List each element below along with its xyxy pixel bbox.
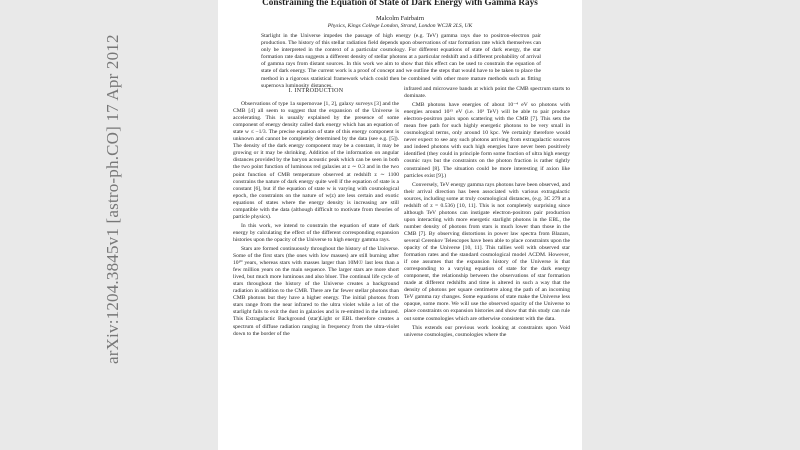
- paragraph: CMB photons have energies of about 10⁻⁴ eV so photons with energies around 10¹⁵ eV (i.e. 10³ TeV) will be able to pair produce electron-positron pairs upon scattering with the CMB [7]. This sets the mean free path for such highly energetic photons to be very small in cosmological terms, only around 10 kpc. We certainly therefore would never expect to see any such photons arriving from extragalactic sources and indeed photons with such high energies have never been positively identified (they could in principle form some fraction of ultra high energy cosmic rays but the constraints on the photon fraction is rather tightly constrained [8]. The situation could be more interesting if axion like particles exist [9].): [404, 102, 570, 179]
- paper-affiliation: Physics, Kings College London, Strand, London WC2R 2LS, UK: [327, 23, 473, 29]
- abstract: [261, 33, 541, 90]
- paragraph: infrared and microwave bands at which point the CMB spectrum starts to dominate.: [404, 86, 570, 100]
- paragraph: Conversely, TeV energy gamma rays photons have been observed, and their arrival direction has been associated with various extragalactic sources, including some at truly cosmological distances, (e.g. 3C 279 at a redshift of z = 0.536) [10, 11]. This is not completely surprising since although TeV photons can instigate electron-positron pair production upon interacting with more energetic starlight photons in the EBL, the number density of photons from stars is much lower than those in the CMB [7]. By observing distortions in power law spectra from Blazars, several Cerenkov Telescopes have been able to place constraints upon the opacity of the Universe [10, 11]. This tallies well with observed star formation rates and the standard cosmological model ΛCDM. However, if one assumes that the expansion history of the Universe is that corresponding to a varying equation of state for the dark energy component, the relationship between the observations of star formation made at different redshifts and time is altered in such a way that the density of photons per square centimetre along the path of an incoming TeV gamma ray changes. Some equations of state make the Universe less opaque, some more. We will use the observed opacity of the Universe to place constraints on expansion histories and show that this study can rule out some cosmologies which are otherwise consistent with the data.: [404, 181, 570, 322]
- left-column: [233, 86, 399, 340]
- paragraph: Stars are formed continuously throughout the history of the Universe. Some of the first stars (the ones with low masses) are still burning after 10¹⁰ years, whereas stars with masses larger than 10M☉ last less than a few million years on the main sequence. The larger stars are more short lived, but much more luminous and also bluer. The continual life cycle of stars throughout the history of the Universe creates a background radiation in addition to the CMB. There are far fewer stellar photons than CMB photons but they have a higher energy. The initial photons from stars range from the near infrared to the ultra violet while a lot of the starlight fails to exit the dust in galaxies and is re-emitted in the infrared. This Extragalactic Background (star)Light or EBL therefore creates a spectrum of diffuse radiation ranging in frequency from the ultra-violet down to the border of the: [233, 245, 399, 337]
- paragraph: This extends our previous work looking at constraints upon Void universe cosmologies, cosmologies where the: [404, 324, 570, 338]
- paragraph: Observations of type 1a supernovae [1, 2], galaxy surveys [3] and the CMB [4] all seem to suggest that the expansion of the Universe is accelerating. This is usually explained by the presence of some component of energy density called dark energy which has an equation of state w ≤ −1/3. The precise equation of state of this energy component is unknown and cannot be completely determined by the data (see e.g. [5]). The density of the dark energy component may be a constant, it may be growing or it may be shrinking. Addition of the information on angular distances provided by the baryon acoustic peak which can be seen in both the two point function of luminous red galaxies at z ∼ 0.3 and in the two point function of CMB temperature observed at redshift z ∼ 1100 constrains the nature of dark energy quite well if the equation of state is a constant [6], but if the equation of state w is varying with cosmological epoch, the constraints on the nature of w(z) are less certain and exotic equations of states where the energy density is increasing are still compatible with the data (although difficult to motivate from theories of particle physics).: [233, 101, 399, 220]
- arxiv-identifier: arXiv:1204.3845v1 [astro-ph.CO] 17 Apr 2012: [103, 34, 122, 364]
- paper-title: Constraining the Equation of State of Dark Energy with Gamma Rays: [262, 0, 538, 7]
- abstract-text: Starlight in the Universe impedes the passage of high energy (e.g. TeV) gamma rays due to positron-electron pair production. The history of this stellar radiation field depends upon observations of star formation rate which themselves can only be interpreted in the context of a particular cosmology. For different equations of state of dark energy, the star formation rate data suggests a different density of stellar photons at a particular redshift and a different probability of arrival of gamma rays from distant sources. In this work we aim to show that this effect can be used to constrain the equation of state of dark energy. The current work is a proof of concept and we outline the steps that would have to be taken to place the method in a rigorous statistical framework which could then be combined with other more mature methods such as fitting supernova luminosity distances.: [261, 33, 541, 89]
- section-heading: I. INTRODUCTION: [288, 88, 344, 94]
- right-column: [404, 86, 570, 341]
- paragraph: In this work, we intend to constrain the equation of state of dark energy by calculating the effect of the different corresponding expansion histories upon the opacity of the Universe to high energy gamma rays.: [233, 222, 399, 243]
- paper-author: Malcolm Fairbairn: [375, 15, 425, 22]
- paper-page: [218, 0, 582, 450]
